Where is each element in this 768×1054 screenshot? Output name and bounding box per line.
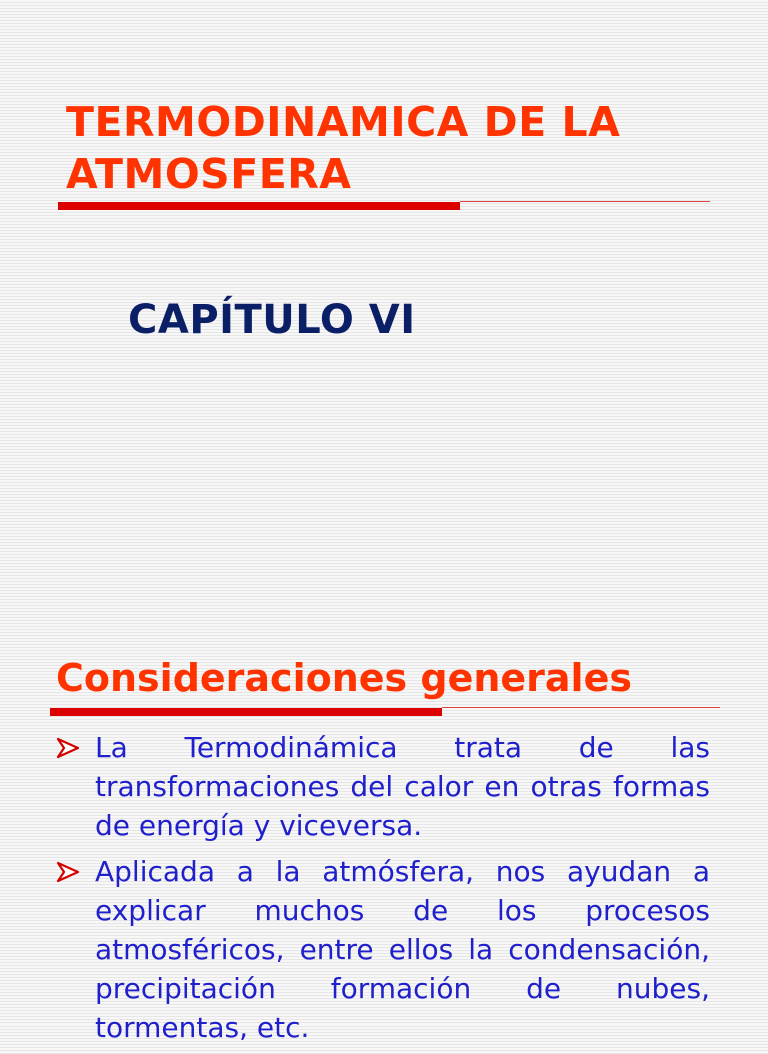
bullet-list [56,728,710,1054]
arrow-bullet-icon [56,861,80,883]
title-underline-thick [58,202,460,210]
bullet-text: La Termodinámica trata de las transformaciones del calor en otras formas de energía y viceversa. [95,731,710,842]
title-slide [0,0,768,512]
bullet-item [56,852,710,1047]
title-underline-thin [460,201,710,202]
bullet-text: Aplicada a la atmósfera, nos ayudan a explicar muchos de los procesos atmosféricos, entre ellos la condensación, precipitación formación de nubes, tormentas, etc. [95,855,710,1044]
chapter-subtitle: CAPÍTULO VI [128,297,416,343]
bullet-item [56,728,710,845]
heading-underline-thick [50,708,442,716]
title-line-1: TERMODINAMICA DE LA [66,98,621,146]
section-heading: Consideraciones generales [56,656,632,700]
title-line-2: ATMOSFERA [66,150,352,198]
content-slide [0,512,768,1044]
heading-underline-thin [442,707,720,708]
slide-title [66,96,746,200]
arrow-bullet-icon [56,737,80,759]
